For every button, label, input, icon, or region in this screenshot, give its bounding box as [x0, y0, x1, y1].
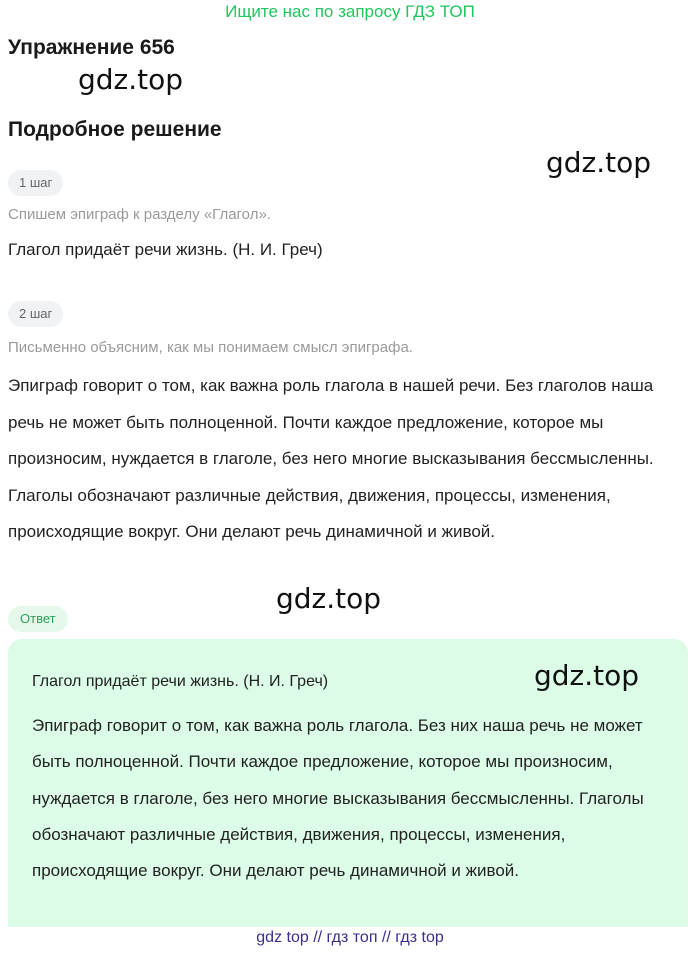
watermark: gdz.top: [546, 146, 652, 179]
watermark: gdz.top: [78, 63, 184, 96]
answer-epigraph: Глагол придаёт речи жизнь. (Н. И. Греч): [32, 673, 329, 690]
step-2-badge: 2 шаг: [8, 301, 63, 327]
watermark: gdz.top: [276, 582, 382, 615]
step-2-hint: Письменно объясним, как мы понимаем смысл эпиграфа.: [8, 339, 413, 356]
section-title: Подробное решение: [8, 118, 222, 141]
footer-links[interactable]: gdz top // гдз топ // гдз top: [256, 929, 444, 946]
page-title: Упражнение 656: [8, 36, 175, 59]
step-2-text: Эпиграф говорит о том, как важна роль глагола в нашей речи. Без глаголов наша речь не может быть полноценной. Почти каждое предложение, которое мы произносим, нуждается в глаголе, без него многие высказывания бессмысленны. Глаголы обозначают различные действия, движения, процессы, изменения, происходящие вокруг. Они делают речь динамичной и живой.: [8, 376, 654, 541]
answer-paragraph: Эпиграф говорит о том, как важна роль глагола. Без них наша речь не может быть полноценной. Почти каждое предложение, которое мы произносим, нуждается в глаголе, без него многие высказывания бессмысленны. Глаголы обозначают различные действия, движения, процессы, изменения, происходящие вокруг. Они делают речь динамичной и живой.: [32, 716, 644, 881]
step-1-badge: 1 шаг: [8, 170, 63, 196]
top-banner[interactable]: Ищите нас по запросу ГДЗ ТОП: [225, 2, 475, 21]
step-1-text: Глагол придаёт речи жизнь. (Н. И. Греч): [8, 240, 323, 259]
step-1-hint: Спишем эпиграф к разделу «Глагол».: [8, 206, 271, 223]
watermark: gdz.top: [534, 659, 640, 692]
answer-badge: Ответ: [8, 606, 68, 632]
